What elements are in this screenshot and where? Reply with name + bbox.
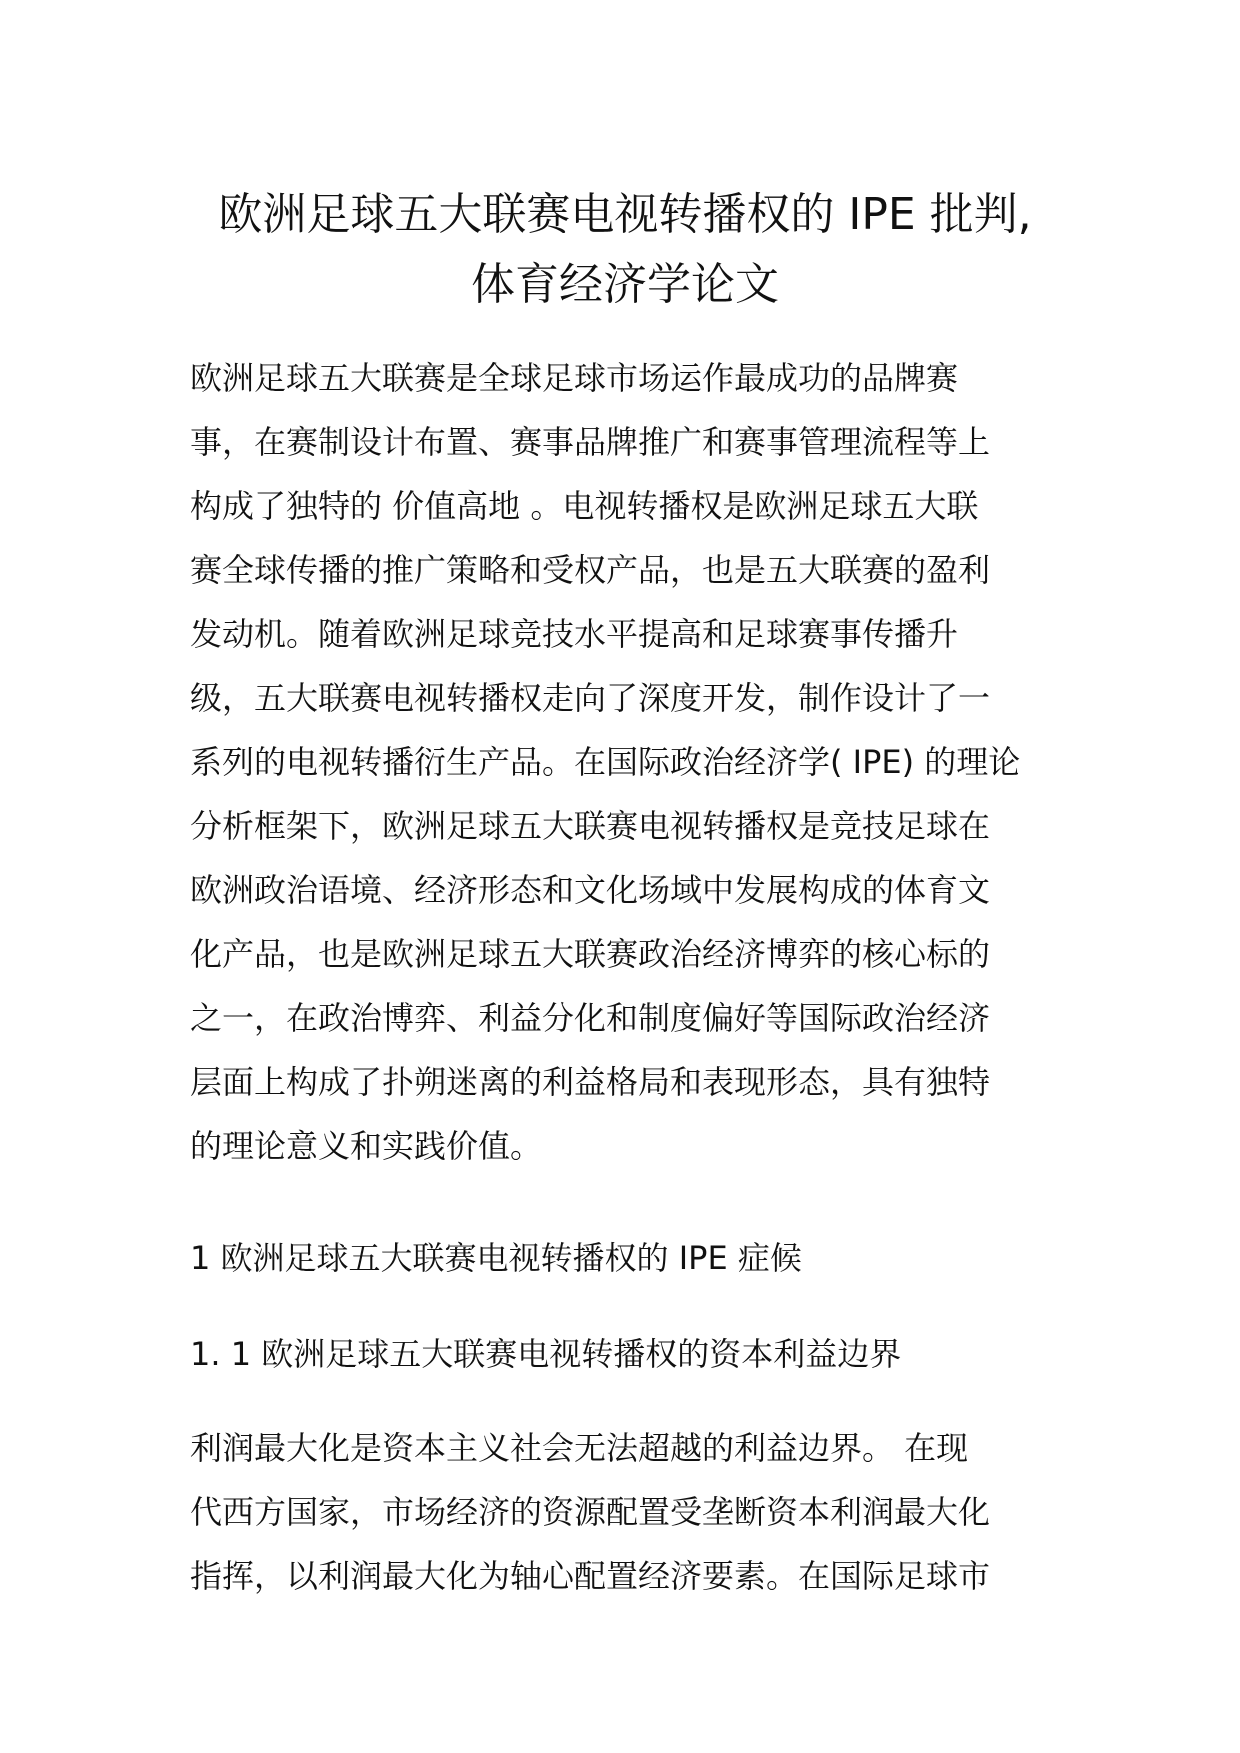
paragraph-line: 层面上构成了扑朔迷离的利益格局和表现形态，具有独特 — [190, 1063, 991, 1101]
section-heading-text: 1 欧洲足球五大联赛电视转播权的 IPE 症候 — [190, 1239, 802, 1277]
title-line: 欧洲足球五大联赛电视转播权的 IPE 批判, — [218, 189, 1032, 240]
paragraph-line: 发动机。随着欧洲足球竞技水平提高和足球赛事传播升 — [190, 615, 959, 653]
paragraph-line: 分析框架下，欧洲足球五大联赛电视转播权是竞技足球在 — [190, 807, 991, 845]
subsection-heading — [190, 1322, 1090, 1386]
subsection-heading-text: 1. 1 欧洲足球五大联赛电视转播权的资本利益边界 — [190, 1335, 902, 1373]
paragraph-line: 级，五大联赛电视转播权走向了深度开发，制作设计了一 — [190, 679, 991, 717]
paragraph-line: 利润最大化是资本主义社会无法超越的利益边界。 在现 — [190, 1429, 969, 1467]
paragraph-line: 赛全球传播的推广策略和受权产品，也是五大联赛的盈利 — [190, 551, 991, 589]
paragraph-line: 欧洲足球五大联赛是全球足球市场运作最成功的品牌赛 — [190, 359, 959, 397]
paragraph-line: 欧洲政治语境、经济形态和文化场域中发展构成的体育文 — [190, 871, 991, 909]
paragraph-line: 系列的电视转播衍生产品。在国际政治经济学( IPE) 的理论 — [190, 743, 1021, 781]
paragraph-line: 指挥，以利润最大化为轴心配置经济要素。在国际足球市 — [190, 1557, 991, 1595]
document-title — [190, 180, 1060, 320]
paragraph-line: 代西方国家，市场经济的资源配置受垄断资本利润最大化 — [190, 1493, 991, 1531]
paragraph-line: 之一，在政治博弈、利益分化和制度偏好等国际政治经济 — [190, 999, 991, 1037]
paragraph-intro — [190, 346, 1090, 1178]
paragraph-line: 构成了独特的 价值高地 。电视转播权是欧洲足球五大联 — [190, 487, 979, 525]
paragraph-line: 化产品，也是欧洲足球五大联赛政治经济博弈的核心标的 — [190, 935, 991, 973]
title-line: 体育经济学论文 — [471, 259, 779, 310]
paragraph-profit — [190, 1416, 1090, 1608]
section-heading — [190, 1226, 1090, 1290]
paragraph-line: 的理论意义和实践价值。 — [190, 1127, 543, 1165]
paragraph-line: 事，在赛制设计布置、赛事品牌推广和赛事管理流程等上 — [190, 423, 991, 461]
